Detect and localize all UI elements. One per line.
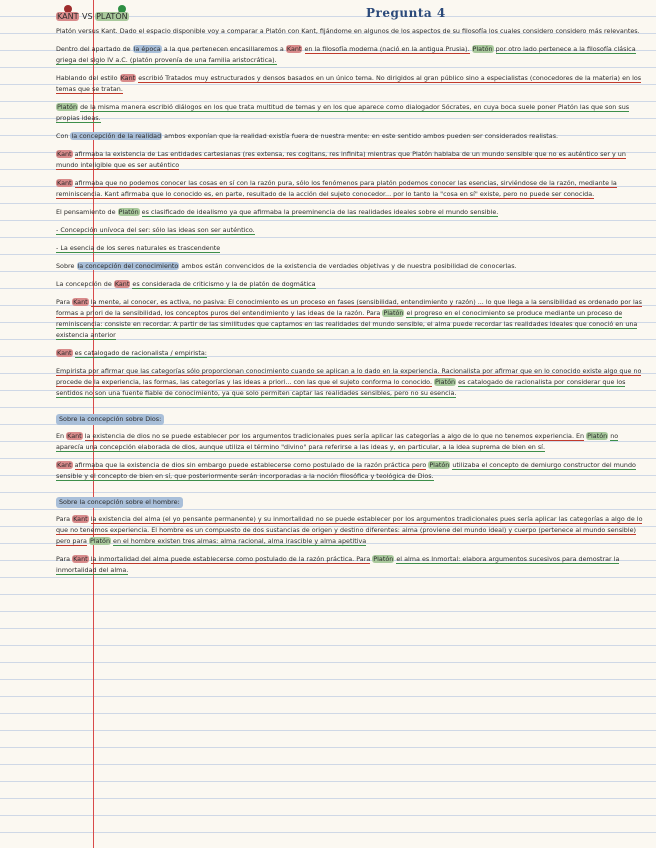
- text: escribió Tratados muy estructurados y densos basados en un único tema. No dirigidos al gran público sino a especialistas (conocedores de la materia) en los temas que se tratan.: [56, 74, 642, 93]
- text: Hablando del estilo: [56, 74, 118, 82]
- highlight-platon: Platón: [57, 103, 78, 111]
- platon-tag: PLATÓN: [96, 12, 128, 21]
- text: afirmaba la existencia de Las entidades cartesianas (res extensa, res cogitans, res infinita) mientras que Platón hablaba de un mundo sensible que no es auténtico ser y un mundo inteligible que es ser auténtico: [56, 150, 626, 169]
- highlight-platon: Platón: [118, 208, 139, 216]
- text: no aparecía una concepción elaborada de dios, aunque utiliza el término "divino" para referirse a las ideas y, en particular, a la idea suprema de bien en sí.: [56, 432, 619, 451]
- highlight-kant: Kant: [286, 45, 302, 53]
- text: la mente, al conocer, es activa, no pasiva: El conocimiento es un proceso en fases (sensibilidad, entendimiento y razón) ... lo que llega a la sensibilidad es ordenado por las formas a priori de la sensibilidad, los conceptos puros del entendimiento y las ideas de la razón. Para: [56, 298, 642, 317]
- text: en el hombre existen tres almas: alma racional, alma irascible y alma apetitiva: [113, 537, 367, 545]
- page-heading: [56, 6, 644, 20]
- paragraph-mente: [56, 297, 644, 341]
- paragraph-alma: [56, 514, 644, 547]
- text: es clasificado de idealismo ya que afirmaba la preeminencia de las realidades ideales sobre el mundo sensible.: [141, 208, 499, 216]
- highlight-platon: Platón: [373, 555, 394, 563]
- section-heading-hombre: Sobre la concepción sobre el hombre:: [56, 497, 183, 508]
- text: Para: [56, 298, 71, 306]
- section-heading-dios: Sobre la concepción sobre Dios:: [56, 414, 164, 425]
- highlight-kant: Kant: [57, 150, 72, 158]
- text: ambos exponían que la realidad existía fuera de nuestra mente: en este sentido ambos pueden ser considerados realistas.: [164, 132, 559, 140]
- highlight-topic: la concepción de la realidad: [71, 132, 162, 140]
- text: - Concepción unívoca del ser: sólo las ideas son ser auténtico.: [56, 226, 255, 234]
- highlight-kant: Kant: [114, 280, 130, 288]
- paragraph-estilo-kant: [56, 73, 644, 95]
- text: Dentro del apartado de: [56, 45, 131, 53]
- topic-label: [56, 12, 129, 21]
- paragraph-cosa-en-si: [56, 178, 644, 200]
- text: Platón versus Kant. Dado el espacio disponible voy a comparar a Platón con Kant, fijándome en algunos de los aspectos de su filosofía los cuales considero considero más relevantes.: [56, 27, 640, 35]
- highlight-platon: Platón: [435, 378, 456, 386]
- highlight-platon: Platón: [89, 537, 110, 545]
- paragraph-intro: [56, 26, 644, 37]
- paragraph-conocimiento: [56, 261, 644, 272]
- list-item: [56, 243, 644, 254]
- paragraph-estilo-platon: [56, 102, 644, 124]
- text: ambos están convencidos de la existencia de verdades objetivas y de nuestra posibilidad de conocerlas.: [181, 262, 517, 270]
- text: el progreso en el conocimiento se produce mediante un proceso de reminiscencia: consiste en recordar. A partir de las similitudes que captamos en las realidades del mundo sensible, el alma puede recordar las realidades ideales que conoció en una existencia anterior: [56, 309, 638, 339]
- paragraph-demiurgo: [56, 460, 644, 482]
- paragraph-entidades: [56, 149, 644, 171]
- text: Sobre: [56, 262, 75, 270]
- vs-text: VS: [82, 12, 93, 21]
- notebook-page: [56, 6, 644, 583]
- text: El pensamiento de: [56, 208, 116, 216]
- highlight-platon: Platón: [383, 309, 404, 317]
- text: a la que pertenecen encasillaremos a: [163, 45, 284, 53]
- text: en la filosofía moderna (nació en la antigua Prusia).: [304, 45, 470, 53]
- highlight-platon: Platón: [429, 461, 450, 469]
- highlight-kant: Kant: [67, 432, 82, 440]
- highlight-kant: Kant: [73, 555, 88, 563]
- text: de la misma manera escribió diálogos en los que trata multitud de temas y en los que aparece como dialogador Sócrates, en cuya boca suele poner Platón las que son sus propias ideas.: [56, 103, 630, 122]
- text: la inmortalidad del alma puede establecerse como postulado de la razón práctica. Para: [90, 555, 371, 563]
- paragraph-realidad: [56, 131, 644, 142]
- text: En: [56, 432, 65, 440]
- paragraph-idealismo: [56, 207, 644, 218]
- highlight-topic: la época: [133, 45, 161, 53]
- highlight-platon: Platón: [472, 45, 493, 53]
- text: - La esencia de los seres naturales es trascendente: [56, 244, 221, 252]
- text: el alma es Inmortal: elabora argumentos sucesivos para demostrar la inmortalidad del alma.: [56, 555, 620, 574]
- text: utilizaba el concepto de demiurgo constructor del mundo sensible y el concepto de bien en sí, que posteriormente serán incorporadas a la noción filosófica y teológica de Dios.: [56, 461, 636, 480]
- text: Empirista por afirmar que las categorías sólo proporcionan conocimiento cuando se aplican a lo dado en la experiencia. Racionalista por afirmar que en lo conocido existe algo que no procede de la experiencia, las formas, las categorías y las ideas a priori... con las que el sujeto conforma lo conocido.: [56, 367, 642, 386]
- highlight-kant: Kant: [73, 515, 88, 523]
- paragraph-inmortalidad: [56, 554, 644, 576]
- highlight-platon: Platón: [587, 432, 608, 440]
- highlight-topic: la concepción del conocimiento: [77, 262, 179, 270]
- paragraph-catalogado: [56, 348, 644, 359]
- text: la existencia de dios no se puede establecer por los argumentos tradicionales pues sería aplicar las categorías a algo de lo que no tenemos experiencia. En: [84, 432, 585, 440]
- text: es considerada de criticismo y la de platón de dogmática: [132, 280, 316, 288]
- highlight-kant: Kant: [57, 179, 72, 187]
- text: Para: [56, 515, 71, 523]
- paragraph-empirista: [56, 366, 644, 399]
- paragraph-dios: [56, 431, 644, 453]
- text: por otro lado pertenece a la filosofía clásica griega del siglo IV a.C. (platón provenía de una familia aristocrática).: [56, 45, 636, 64]
- highlight-kant: Kant: [57, 349, 72, 357]
- text: la existencia del alma (el yo pensante permanente) y su inmortalidad no se puede establecer por los argumentos tradicionales pues sería aplicar las categorías a algo de lo que no tenemos experiencia. El hombre es un compuesto de dos sustancias de origen y destino diferentes: alma (proviene del mundo ideal) y cuerpo (pertenece al mundo sensible) pero para: [56, 515, 643, 545]
- text: afirmaba que la existencia de dios sin embargo puede establecerse como postulado de la razón práctica pero: [74, 461, 427, 469]
- paragraph-epoca: [56, 44, 644, 66]
- paragraph-criticismo: [56, 279, 644, 290]
- highlight-kant: Kant: [73, 298, 88, 306]
- page-title: Pregunta 4: [366, 6, 446, 20]
- list-item: [56, 225, 644, 236]
- text: afirmaba que no podemos conocer las cosas en sí con la razón pura, sólo los fenómenos para platón podemos conocer las esencias, sirviéndose de la razón, mediante la reminiscencia. Kant afirmaba que lo conocido es, en parte, resultado de la acción del sujeto conocedor... por lo tanto la "cosa en sí" existe, pero no puede ser conocida.: [56, 179, 617, 198]
- highlight-kant: Kant: [120, 74, 136, 82]
- text: Con: [56, 132, 69, 140]
- text: Para: [56, 555, 71, 563]
- kant-tag: KANT: [57, 12, 79, 21]
- text: La concepción de: [56, 280, 112, 288]
- text: es catalogado de racionalista por considerar que los sentidos no son una fuente fiable de conocimiento, ya que solo permiten captar las realidades sensibles, pero no su esencia.: [56, 378, 626, 397]
- highlight-kant: Kant: [57, 461, 72, 469]
- text: es catalogado de racionalista / empirista:: [74, 349, 207, 357]
